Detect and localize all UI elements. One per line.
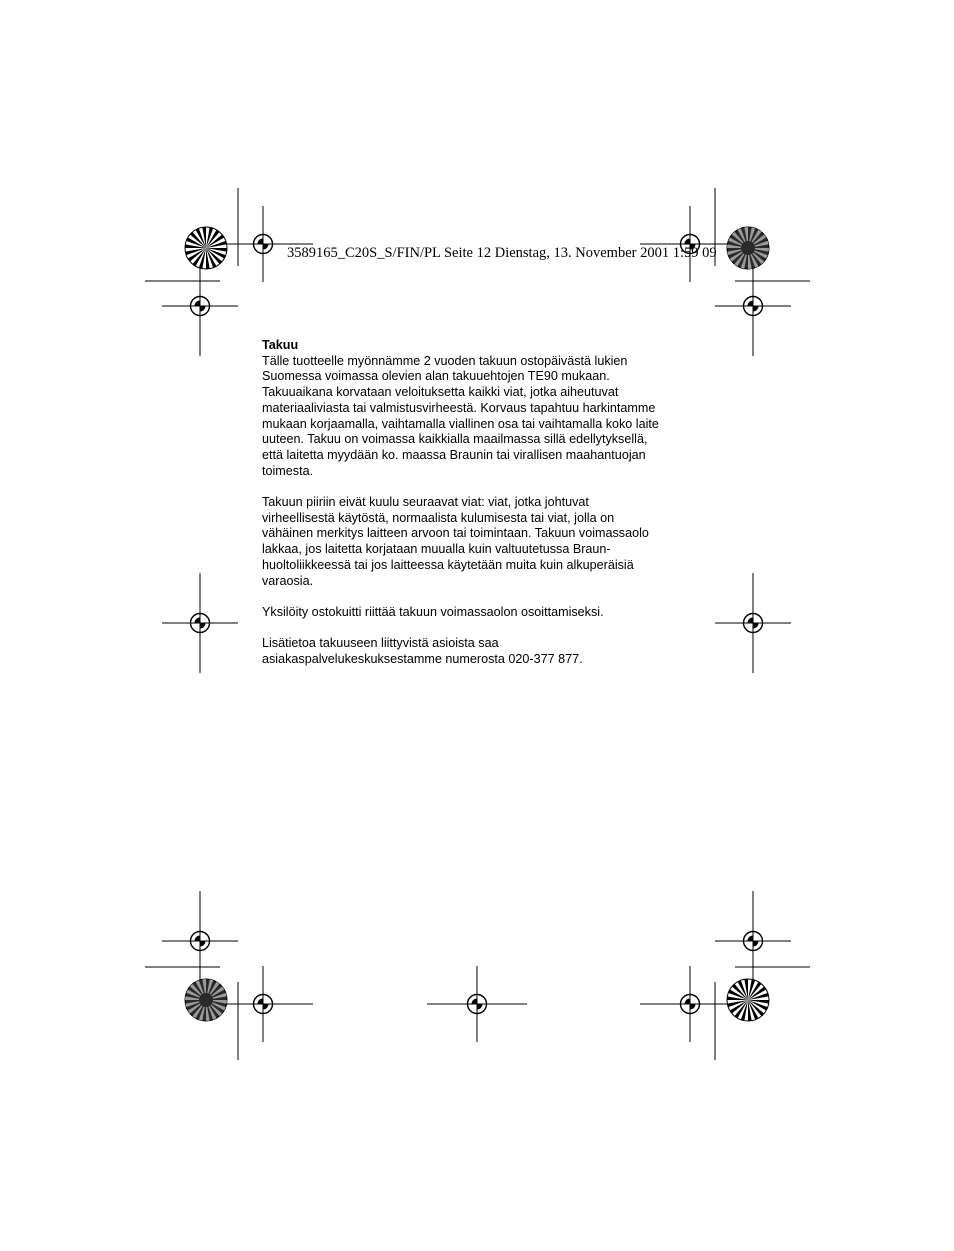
warranty-paragraph-1 bbox=[262, 354, 702, 480]
target-quadrant bbox=[195, 301, 201, 307]
text-line: että laitetta myydään ko. maassa Braunin tai virallisen maahantuojan bbox=[262, 447, 646, 462]
print-slug: 3589165_C20S_S/FIN/PL Seite 12 Dienstag, 13. November 2001 1:59 09 bbox=[287, 245, 717, 261]
target-quadrant bbox=[258, 999, 264, 1005]
starburst-target bbox=[185, 979, 227, 1021]
warranty-heading: Takuu bbox=[262, 338, 299, 352]
target-quadrant bbox=[472, 999, 478, 1005]
text-line: virheellisestä käytöstä, normaalista kulumisesta tai viat, jolla on bbox=[262, 510, 615, 525]
registration-mark bbox=[162, 573, 238, 673]
target-quadrant bbox=[753, 941, 759, 947]
target-quadrant bbox=[263, 244, 269, 250]
target-quadrant bbox=[748, 936, 754, 942]
text-line: huoltoliikkeessä tai jos laitteessa käytetään muita kuin alkuperäisiä bbox=[262, 557, 634, 572]
starburst-target bbox=[727, 227, 769, 269]
text-line: Tälle tuotteelle myönnämme 2 vuoden takuun ostopäivästä lukien bbox=[262, 353, 628, 368]
registration-mark bbox=[715, 573, 791, 673]
text-line: asiakaspalvelukeskuksestamme numerosta 020-377 877. bbox=[262, 652, 583, 667]
text-line: uuteen. Takuu on voimassa kaikkialla maailmassa sillä edellytyksellä, bbox=[262, 432, 648, 447]
registration-mark bbox=[162, 256, 238, 356]
target-quadrant bbox=[748, 301, 754, 307]
warranty-section bbox=[262, 338, 702, 683]
target-quadrant bbox=[195, 618, 201, 624]
target-quadrant bbox=[685, 999, 691, 1005]
starburst-target bbox=[185, 227, 227, 269]
target-quadrant bbox=[477, 1004, 483, 1010]
target-quadrant bbox=[258, 239, 264, 245]
text-line: Takuuaikana korvataan veloituksetta kaikki viat, jotka aiheutuvat bbox=[262, 385, 619, 400]
text-line: lakkaa, jos laitetta korjataan muualla kuin valtuutetussa Braun- bbox=[262, 542, 611, 557]
target-quadrant bbox=[200, 941, 206, 947]
starburst-center bbox=[199, 993, 213, 1007]
target-quadrant bbox=[263, 1004, 269, 1010]
text-line: Takuun piiriin eivät kuulu seuraavat viat: viat, jotka johtuvat bbox=[262, 495, 589, 510]
target-quadrant bbox=[195, 936, 201, 942]
warranty-paragraph-4 bbox=[262, 636, 702, 667]
target-quadrant bbox=[748, 618, 754, 624]
target-quadrant bbox=[200, 306, 206, 312]
registration-mark bbox=[640, 966, 740, 1042]
target-quadrant bbox=[690, 1004, 696, 1010]
text-line: Suomessa voimassa olevien alan takuuehtojen TE90 mukaan. bbox=[262, 369, 610, 384]
registration-mark bbox=[213, 966, 313, 1042]
registration-mark bbox=[162, 891, 238, 991]
text-line: vähäinen merkitys laitteen arvoon tai toimintaan. Takuun voimassaolo bbox=[262, 526, 649, 541]
warranty-paragraph-2 bbox=[262, 495, 702, 589]
registration-mark bbox=[715, 256, 791, 356]
text-line: mukaan korjaamalla, vaihtamalla viallinen osa tai vaihtamalla koko laite bbox=[262, 416, 659, 431]
starburst-center bbox=[741, 241, 755, 255]
warranty-paragraph-3 bbox=[262, 605, 702, 621]
target-quadrant bbox=[753, 306, 759, 312]
text-line: Lisätietoa takuuseen liittyvistä asioista saa bbox=[262, 636, 499, 651]
registration-mark bbox=[427, 966, 527, 1042]
starburst-target bbox=[727, 979, 769, 1021]
text-line: Yksilöity ostokuitti riittää takuun voimassaolon osoittamiseksi. bbox=[262, 604, 604, 619]
text-line: toimesta. bbox=[262, 463, 314, 478]
target-quadrant bbox=[753, 623, 759, 629]
registration-mark bbox=[715, 891, 791, 991]
text-line: materiaaliviasta tai valmistusvirheestä. Korvaus tapahtuu harkintamme bbox=[262, 400, 656, 415]
text-line: varaosia. bbox=[262, 573, 314, 588]
target-quadrant bbox=[200, 623, 206, 629]
